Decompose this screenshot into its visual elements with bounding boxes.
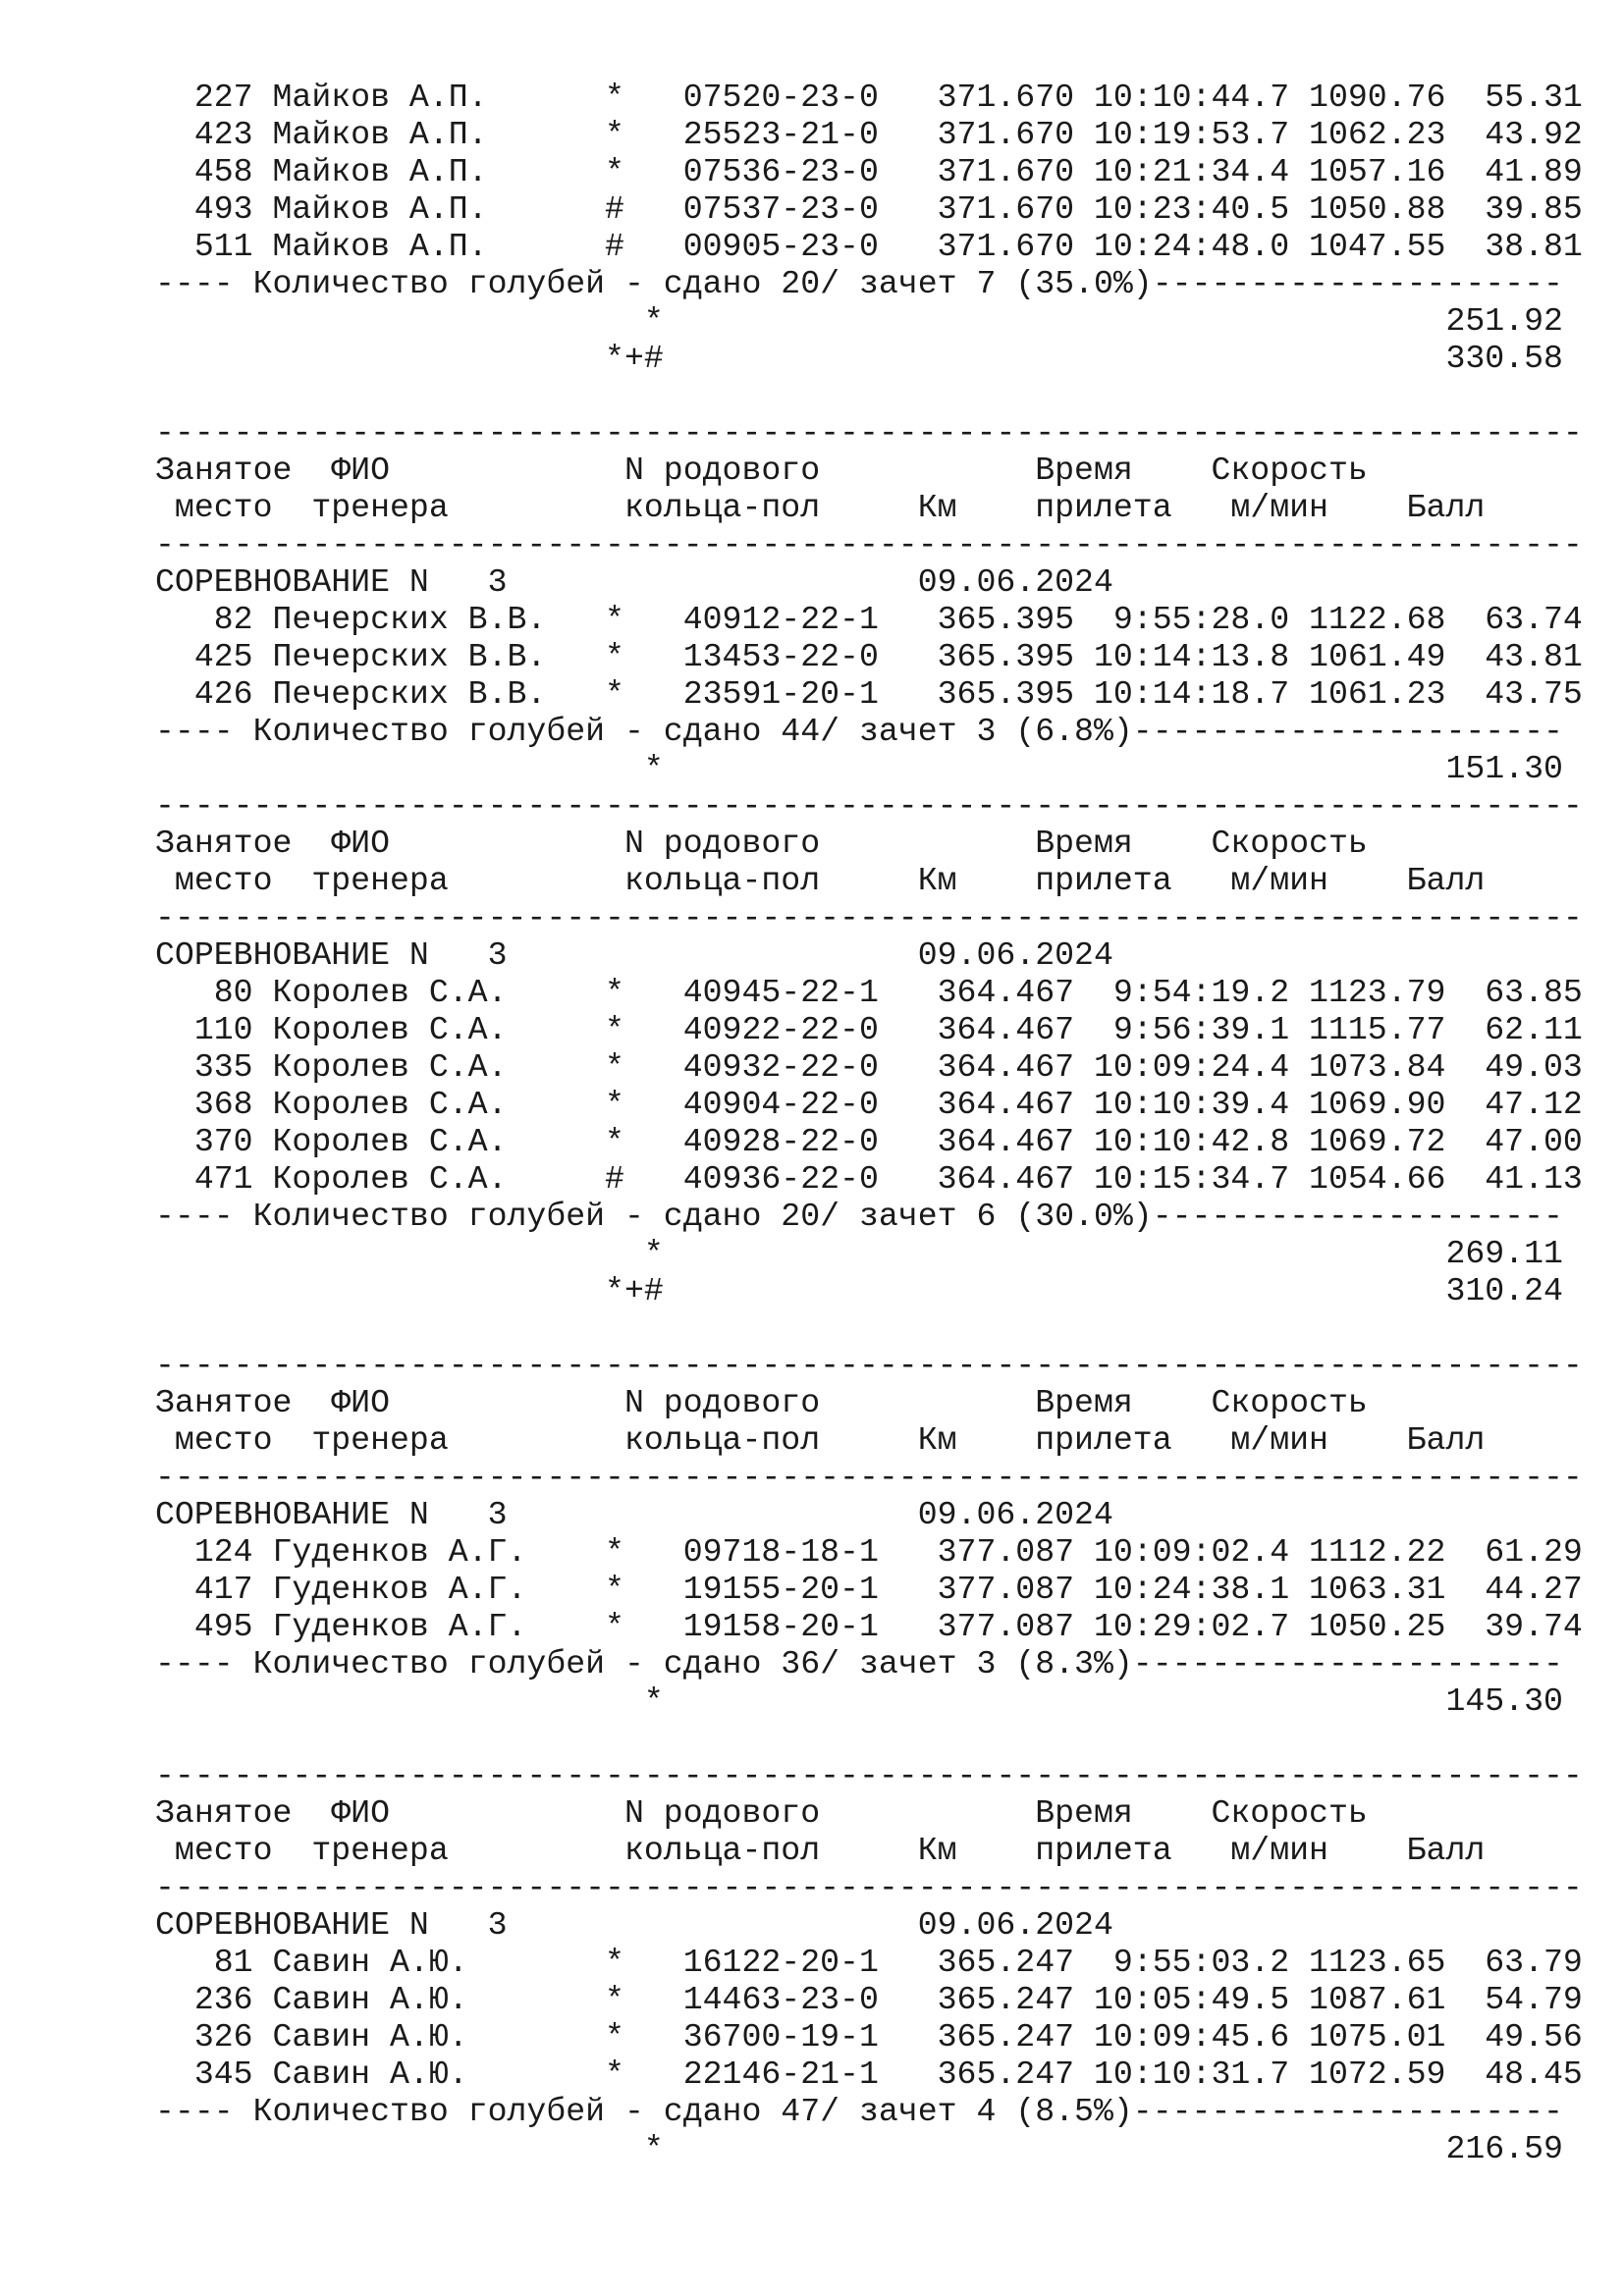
report-line: ------------------------------------------------------------------------- (155, 1757, 1583, 1794)
report-line: 511 Майков А.П. # 00905-23-0 371.670 10:24:48.0 1047.55 38.81 (155, 228, 1583, 265)
report-line: 471 Королев С.А. # 40936-22-0 364.467 10:15:34.7 1054.66 41.13 (155, 1160, 1583, 1198)
report-line: 495 Гуденков А.Г. * 19158-20-1 377.087 10:29:02.7 1050.25 39.74 (155, 1608, 1583, 1645)
report-line (155, 377, 1583, 414)
report-line: 423 Майков А.П. * 25523-21-0 371.670 10:19:53.7 1062.23 43.92 (155, 116, 1583, 153)
report-line: 227 Майков А.П. * 07520-23-0 371.670 10:10:44.7 1090.76 55.31 (155, 79, 1583, 116)
report-line: ------------------------------------------------------------------------- (155, 1347, 1583, 1384)
report-line: место тренера кольца-пол Км прилета м/мин Балл (155, 1832, 1486, 1869)
report-line: место тренера кольца-пол Км прилета м/мин Балл (155, 862, 1486, 899)
report-line: Занятое ФИО N родового Время Скорость (155, 1384, 1368, 1421)
report-line: 236 Савин А.Ю. * 14463-23-0 365.247 10:05:49.5 1087.61 54.79 (155, 1981, 1583, 2018)
report-line: 82 Печерских В.В. * 40912-22-1 365.395 9:55:28.0 1122.68 63.74 (155, 601, 1583, 638)
report-line: 326 Савин А.Ю. * 36700-19-1 365.247 10:09:45.6 1075.01 49.56 (155, 2018, 1583, 2056)
report-line: Занятое ФИО N родового Время Скорость (155, 1794, 1368, 1832)
report-line: ------------------------------------------------------------------------- (155, 787, 1583, 825)
report-line: 335 Королев С.А. * 40932-22-0 364.467 10:09:24.4 1073.84 49.03 (155, 1048, 1583, 1086)
report-line: 426 Печерских В.В. * 23591-20-1 365.395 10:14:18.7 1061.23 43.75 (155, 675, 1583, 713)
report-line: 368 Королев С.А. * 40904-22-0 364.467 10:10:39.4 1069.90 47.12 (155, 1086, 1583, 1123)
report-line: ---- Количество голубей - сдано 47/ зачет 4 (8.5%)---------------------- (155, 2093, 1563, 2130)
report-line: * 151.30 (155, 750, 1563, 787)
report-line (155, 1309, 1583, 1347)
report-line: ------------------------------------------------------------------------- (155, 1869, 1583, 1906)
report-line: ---- Количество голубей - сдано 20/ зачет 6 (30.0%)--------------------- (155, 1198, 1563, 1235)
report-line: 493 Майков А.П. # 07537-23-0 371.670 10:23:40.5 1050.88 39.85 (155, 190, 1583, 228)
report-line (155, 1720, 1583, 1757)
report-line: 370 Королев С.А. * 40928-22-0 364.467 10:10:42.8 1069.72 47.00 (155, 1123, 1583, 1160)
report-line: * 269.11 (155, 1235, 1563, 1272)
report-line: ---- Количество голубей - сдано 20/ зачет 7 (35.0%)--------------------- (155, 265, 1563, 302)
report-line: ------------------------------------------------------------------------- (155, 1459, 1583, 1496)
report-line: *+# 330.58 (155, 340, 1563, 377)
report-line: СОРЕВНОВАНИЕ N 3 09.06.2024 (155, 1906, 1113, 1944)
report-line: 458 Майков А.П. * 07536-23-0 371.670 10:21:34.4 1057.16 41.89 (155, 153, 1583, 190)
report-line: СОРЕВНОВАНИЕ N 3 09.06.2024 (155, 1496, 1113, 1533)
report-line: 425 Печерских В.В. * 13453-22-0 365.395 10:14:13.8 1061.49 43.81 (155, 638, 1583, 675)
report-line: место тренера кольца-пол Км прилета м/мин Балл (155, 1421, 1486, 1459)
report-line: СОРЕВНОВАНИЕ N 3 09.06.2024 (155, 563, 1113, 601)
report-line: * 251.92 (155, 302, 1563, 340)
report-line: 417 Гуденков А.Г. * 19155-20-1 377.087 10:24:38.1 1063.31 44.27 (155, 1571, 1583, 1608)
report-line: ------------------------------------------------------------------------- (155, 526, 1583, 563)
report-line: 81 Савин А.Ю. * 16122-20-1 365.247 9:55:03.2 1123.65 63.79 (155, 1944, 1583, 1981)
report-line: ------------------------------------------------------------------------- (155, 414, 1583, 452)
report-line: СОРЕВНОВАНИЕ N 3 09.06.2024 (155, 936, 1113, 974)
report-line: Занятое ФИО N родового Время Скорость (155, 825, 1368, 862)
report-line: место тренера кольца-пол Км прилета м/мин Балл (155, 489, 1486, 526)
report-line: Занятое ФИО N родового Время Скорость (155, 452, 1368, 489)
report-line: ---- Количество голубей - сдано 44/ зачет 3 (6.8%)---------------------- (155, 713, 1563, 750)
report-line: *+# 310.24 (155, 1272, 1563, 1309)
report-line: 124 Гуденков А.Г. * 09718-18-1 377.087 10:09:02.4 1112.22 61.29 (155, 1533, 1583, 1571)
report-line: * 216.59 (155, 2130, 1563, 2167)
report-line: ---- Количество голубей - сдано 36/ зачет 3 (8.3%)---------------------- (155, 1645, 1563, 1682)
report-line: 80 Королев С.А. * 40945-22-1 364.467 9:54:19.2 1123.79 63.85 (155, 974, 1583, 1011)
report-line: 110 Королев С.А. * 40922-22-0 364.467 9:56:39.1 1115.77 62.11 (155, 1011, 1583, 1048)
report-line: * 145.30 (155, 1682, 1563, 1720)
report-line: 345 Савин А.Ю. * 22146-21-1 365.247 10:10:31.7 1072.59 48.45 (155, 2056, 1583, 2093)
results-report (155, 79, 1583, 2167)
report-line: ------------------------------------------------------------------------- (155, 899, 1583, 936)
